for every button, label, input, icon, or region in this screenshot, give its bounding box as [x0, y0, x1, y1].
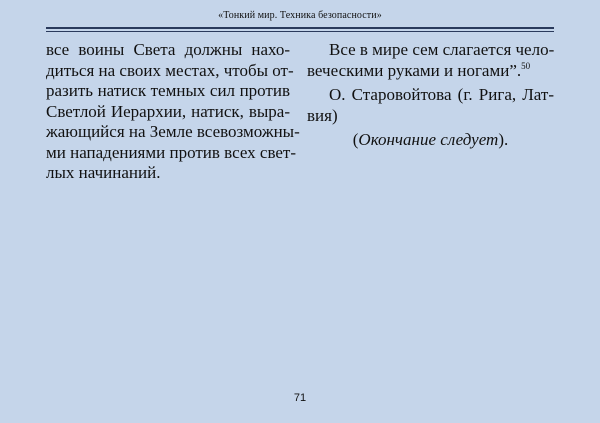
text-line: все воины Света должны нахо- — [46, 40, 290, 59]
quote-line-text: веческими руками и ногами”. — [307, 60, 522, 80]
header-rule-thick — [46, 27, 554, 29]
text-line: лых начинаний. — [46, 163, 161, 182]
text-line: жающийся на Земле всевозможны- — [46, 122, 300, 141]
text-line: ми нападениями против всех свет- — [46, 142, 297, 162]
author-line: вия) — [307, 105, 338, 125]
note-italic: Окончание следует — [358, 130, 499, 149]
continuation-note — [307, 130, 554, 151]
footnote-reference: 50 — [521, 60, 531, 71]
quote-line: Все в мире сем слагается чело- — [329, 40, 555, 59]
text-line: разить натиск темных сил против — [46, 81, 290, 100]
running-header: «Тонкий мир. Техника безопасности» — [218, 10, 382, 21]
header-rule-thin — [46, 31, 554, 32]
text-line: Светлой Иерархии, натиск, выра- — [46, 101, 290, 121]
note-close: ). — [498, 130, 509, 149]
page-number: 71 — [293, 392, 307, 404]
quote-line — [307, 61, 554, 82]
left-column — [46, 40, 300, 184]
text-line: диться на своих местах, чтобы от- — [46, 60, 294, 80]
right-column — [307, 40, 554, 151]
author-line: О. Старовойтова (г. Рига, Лат- — [329, 85, 554, 104]
note-open: ( — [352, 130, 359, 149]
